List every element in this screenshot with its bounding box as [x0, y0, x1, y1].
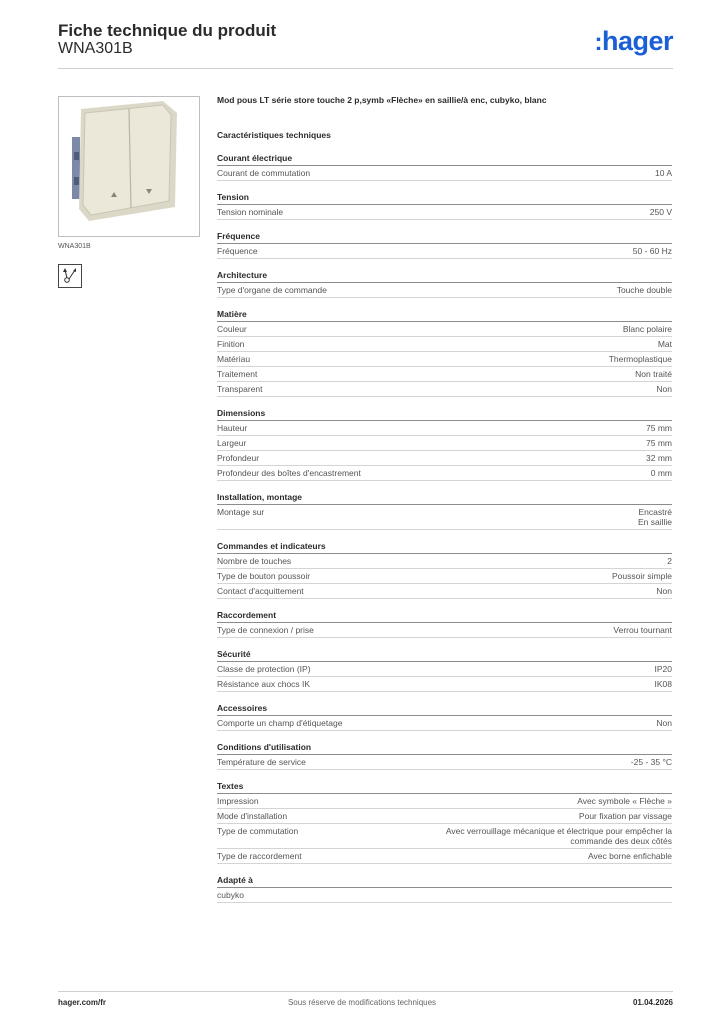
spec-row — [217, 809, 672, 824]
spec-value: Blanc polaire — [622, 324, 672, 334]
section-title: Raccordement — [217, 610, 672, 623]
section-title: Textes — [217, 781, 672, 794]
spec-row — [217, 716, 672, 731]
section-title: Tension — [217, 192, 672, 205]
page-title: Fiche technique du produit — [58, 21, 277, 40]
section-title: Accessoires — [217, 703, 672, 716]
spec-value: 10 A — [654, 168, 672, 178]
spec-value: Avec borne enfichable — [588, 851, 672, 861]
spec-row — [217, 849, 672, 864]
spec-label: Nombre de touches — [217, 556, 292, 566]
section-title: Matière — [217, 309, 672, 322]
spec-value: Pour fixation par vissage — [578, 811, 672, 821]
spec-label: Type d'organe de commande — [217, 285, 327, 295]
spec-value: 75 mm — [646, 423, 672, 433]
spec-row — [217, 166, 672, 181]
spec-row — [217, 554, 672, 569]
section-title: Installation, montage — [217, 492, 672, 505]
spec-value: 0 mm — [650, 468, 672, 478]
spec-label: Comporte un champ d'étiquetage — [217, 718, 343, 728]
spec-label: Montage sur — [217, 507, 265, 517]
section-title: Architecture — [217, 270, 672, 283]
spec-row — [217, 352, 672, 367]
spec-label: Largeur — [217, 438, 247, 448]
spec-label: Type de commutation — [217, 826, 299, 836]
spec-row — [217, 205, 672, 220]
spec-label: Profondeur — [217, 453, 260, 463]
header-divider — [58, 68, 673, 69]
spec-label: Classe de protection (IP) — [217, 664, 311, 674]
spec-label: Impression — [217, 796, 259, 806]
section-title: Fréquence — [217, 231, 672, 244]
footer-website[interactable]: hager.com/fr — [58, 998, 107, 1007]
spec-label: Couleur — [217, 324, 247, 334]
section-title: Dimensions — [217, 408, 672, 421]
spec-label: Fréquence — [217, 246, 258, 256]
specifications — [217, 95, 672, 903]
spec-label: Type de bouton poussoir — [217, 571, 311, 581]
spec-row — [217, 451, 672, 466]
spec-value: Non traité — [635, 369, 672, 379]
product-image — [58, 96, 200, 237]
spec-label: Hauteur — [217, 423, 248, 433]
spec-value: 2 — [667, 556, 672, 566]
technical-heading: Caractéristiques techniques — [217, 130, 331, 140]
spec-value: 50 - 60 Hz — [632, 246, 672, 256]
spec-label: Type de raccordement — [217, 851, 302, 861]
spec-label: cubyko — [217, 890, 244, 900]
section-title: Conditions d'utilisation — [217, 742, 672, 755]
spec-label: Finition — [217, 339, 245, 349]
spec-label: Courant de commutation — [217, 168, 311, 178]
spec-row — [217, 244, 672, 259]
spec-value: Mat — [657, 339, 672, 349]
spec-row — [217, 623, 672, 638]
spec-label: Matériau — [217, 354, 251, 364]
footer-date: 01.04.2026 — [632, 998, 673, 1007]
spec-value: 75 mm — [646, 438, 672, 448]
arrow-symbol-icon — [58, 264, 82, 288]
spec-value: Thermoplastique — [608, 354, 672, 364]
spec-value: -25 - 35 °C — [630, 757, 672, 767]
spec-value: IK08 — [654, 679, 672, 689]
spec-value: Touche double — [616, 285, 672, 295]
section-title: Courant électrique — [217, 153, 672, 166]
spec-label: Mode d'installation — [217, 811, 288, 821]
image-caption: WNA301B — [58, 243, 91, 250]
spec-row — [217, 824, 672, 849]
section-title: Commandes et indicateurs — [217, 541, 672, 554]
spec-row — [217, 569, 672, 584]
spec-row — [217, 421, 672, 436]
product-description: Mod pous LT série store touche 2 p,symb «Flèche» en saillie/à enc, cubyko, blanc — [217, 95, 547, 105]
spec-label: Type de connexion / prise — [217, 625, 314, 635]
spec-row — [217, 662, 672, 677]
product-reference: WNA301B — [58, 40, 133, 57]
spec-row — [217, 322, 672, 337]
spec-row — [217, 283, 672, 298]
spec-row — [217, 677, 672, 692]
spec-row — [217, 888, 672, 903]
spec-label: Tension nominale — [217, 207, 284, 217]
spec-row — [217, 584, 672, 599]
spec-row — [217, 794, 672, 809]
spec-value: Verrou tournant — [613, 625, 672, 635]
spec-label: Résistance aux chocs IK — [217, 679, 311, 689]
section-title: Sécurité — [217, 649, 672, 662]
spec-value: Avec symbole « Flèche » — [577, 796, 672, 806]
spec-sections — [217, 153, 672, 903]
switch-illustration — [59, 97, 199, 236]
section-title: Adapté à — [217, 875, 672, 888]
spec-value: Non — [656, 384, 672, 394]
footer-divider — [58, 991, 673, 992]
spec-value: 250 V — [649, 207, 672, 217]
spec-row — [217, 382, 672, 397]
spec-row — [217, 466, 672, 481]
spec-label: Transparent — [217, 384, 263, 394]
spec-label: Contact d'acquittement — [217, 586, 304, 596]
spec-value: 32 mm — [646, 453, 672, 463]
spec-row — [217, 367, 672, 382]
spec-value: IP20 — [654, 664, 672, 674]
spec-value: Non — [656, 586, 672, 596]
spec-value: Non — [656, 718, 672, 728]
spec-value: Encastré En saillie — [637, 507, 672, 527]
spec-value: Poussoir simple — [612, 571, 672, 581]
footer-notice: Sous réserve de modifications techniques — [287, 998, 437, 1007]
spec-label: Température de service — [217, 757, 306, 767]
spec-value: Avec verrouillage mécanique et électrique pour empêcher la commande des deux côtés — [445, 826, 672, 846]
spec-row — [217, 436, 672, 451]
spec-row — [217, 755, 672, 770]
spec-row — [217, 505, 672, 530]
spec-row — [217, 337, 672, 352]
spec-label: Traitement — [217, 369, 258, 379]
brand-logo: :hager — [594, 26, 673, 56]
spec-label: Profondeur des boîtes d'encastrement — [217, 468, 361, 478]
